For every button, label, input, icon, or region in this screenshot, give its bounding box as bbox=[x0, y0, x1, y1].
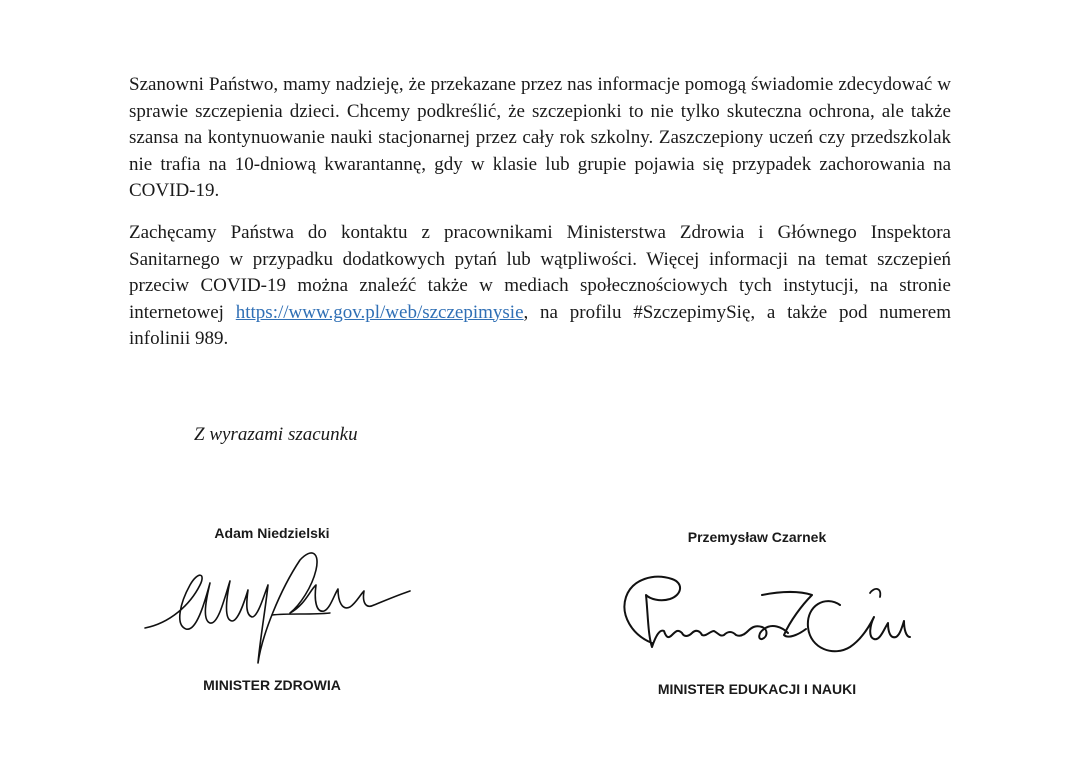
gov-website-link[interactable]: https://www.gov.pl/web/szczepimysie bbox=[235, 301, 524, 323]
signatory-title-left: MINISTER ZDROWIA bbox=[203, 677, 341, 693]
closing-salutation: Z wyrazami szacunku bbox=[194, 424, 358, 445]
signature-image-left bbox=[140, 545, 415, 670]
paragraph-intro: Szanowni Państwo, mamy nadzieję, że przekazane przez nas informacje pomogą świadomie zdecydować w sprawie szczepienia dzieci. Chcemy podkreślić, że szczepionki to nie tylko skuteczna ochrona, ale także szansa na kontynuowanie nauki stacjonarnej przez cały rok szkolny. Zaszczepiony uczeń czy przedszkolak nie trafia na 10-dniową kwarantannę, gdy w klasie lub grupie pojawia się przypadek zachorowania na COVID-19. bbox=[129, 74, 951, 201]
signatory-name-left: Adam Niedzielski bbox=[214, 525, 330, 541]
paragraph-contact-text-end: , na profilu #SzczepimySię, a także pod numerem infolinii 989. bbox=[129, 301, 951, 349]
signatory-title-right: MINISTER EDUKACJI I NAUKI bbox=[657, 681, 857, 697]
paragraph-contact bbox=[129, 220, 951, 353]
signatory-name-right: Przemysław Czarnek bbox=[687, 529, 827, 545]
signature-image-right bbox=[612, 565, 917, 665]
paragraph-contact-text: Zachęcamy Państwa do kontaktu z pracownikami Ministerstwa Zdrowia i Głównego Inspektora Sanitarnego w przypadku dodatkowych pytań lub wątpliwości. Więcej informacji na temat szczepień przeciw COVID-19 można znaleźć także w mediach społecznościowych tych instytucji, na stronie internetowej bbox=[129, 222, 951, 323]
